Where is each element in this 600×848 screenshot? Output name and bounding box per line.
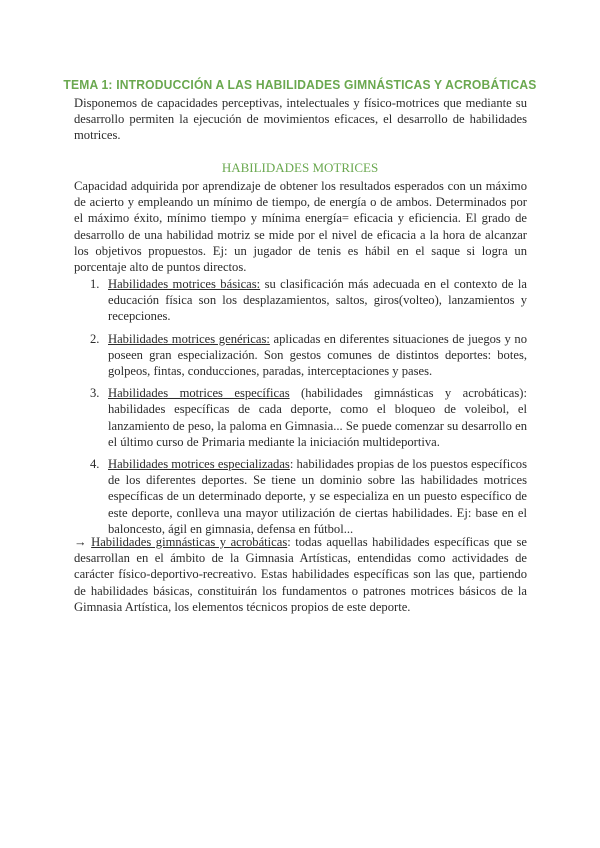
list-item	[90, 385, 527, 450]
list-item-term: Habilidades motrices básicas:	[108, 277, 261, 291]
list-item-number: 3.	[90, 386, 100, 401]
skills-list	[90, 276, 527, 543]
list-item-term: Habilidades motrices genéricas:	[108, 331, 270, 346]
definition-paragraph: Capacidad adquirida por aprendizaje de obtener los resultados esperados con un máximo de acierto y empleando un mínimo de tiempo, de energía o de ambos. Determinados por el máximo éxito, mínimo tiempo y mínima energía= eficacia y eficiencia. El grado de desarrollo de una habilidad motriz se mide por el nivel de eficacia a la hora de alcanzar los objetivos propuestos. Ej: un jugador de tenis es hábil en el saque si logra un porcentaje alto de puntos directos.	[74, 179, 527, 275]
list-item-text: (habilidades gimnásticas y acrobáticas): habilidades específicas de cada deporte, como el bloqueo de voleibol, el lanzamiento de peso, la paloma en Gimnasia... Se puede comenzar su desarrollo en el último curso de Primaria mediante la iniciación multideportiva.	[108, 386, 527, 449]
intro-paragraph: Disponemos de capacidades perceptivas, intelectuales y físico-motrices que mediante su desarrollo permiten la ejecución de movimientos eficaces, el desarrollo de habilidades motrices.	[74, 96, 527, 143]
list-item-text: aplicadas en diferentes situaciones de juegos y no poseen gran especialización. Son gestos comunes de distintos deportes: botes, golpeos, fintas, conducciones, paradas, interceptaciones y pases.	[108, 331, 528, 379]
list-item-number: 1.	[90, 277, 100, 291]
list-item-text: : habilidades propias de los puestos específicos de los diferentes deportes. Se tiene un dominio sobre las habilidades motrices específicas de un determinado deporte, y se especializa en un puesto específico de este deporte, conlleva una mayor utilización de ciertas habilidades. Ej: base en el baloncesto, ágil en gimnasia, defensa en fútbol...	[108, 457, 527, 536]
note-text: : todas aquellas habilidades específicas que se desarrollan en el ámbito de la Gimnasia Artísticas, entendidas como actividades de carácter físico-deportivo-recreativo. Estas habilidades específicas son las que, partiendo de habilidades básicas, constituirán los fundamentos o patrones motrices básicos de la Gimnasia Artística, los elementos técnicos propios de este deporte.	[74, 535, 527, 614]
list-item	[90, 331, 527, 380]
section-heading: HABILIDADES MOTRICES	[221, 160, 379, 175]
list-item	[90, 276, 527, 325]
note-paragraph	[74, 534, 527, 615]
list-item-number: 4.	[90, 457, 100, 472]
note-term: Habilidades gimnásticas y acrobáticas	[91, 535, 288, 549]
list-item-term: Habilidades motrices especializadas	[108, 457, 290, 472]
list-item-text: su clasificación más adecuada en el contexto de la educación física son los desplazamientos, saltos, giros(volteo), lanzamientos y recepciones.	[108, 277, 527, 324]
page-title: TEMA 1: INTRODUCCIÓN A LAS HABILIDADES GIMNÁSTICAS Y ACROBÁTICAS	[63, 77, 537, 92]
list-item-term: Habilidades motrices específicas	[108, 386, 290, 401]
arrow-icon: →	[74, 535, 92, 549]
list-item	[90, 456, 527, 537]
list-item-number: 2.	[90, 331, 100, 346]
